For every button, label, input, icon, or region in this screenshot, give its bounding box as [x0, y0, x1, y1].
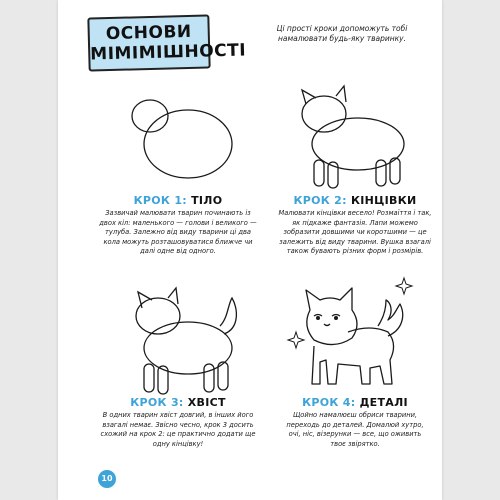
sparkle-icon [396, 278, 412, 294]
title-banner [87, 14, 247, 71]
step4-text: Щойно намалюєш обриси тварини, переходь до деталей. Домалюй хутро, очі, ніс, візерунки — все, що оживить твоє звірятко. [286, 411, 424, 448]
step3-text: В одних тварин хвіст довгий, в інших його взагалі немає. Звісно чесно, крок 3 досить схожий на крок 2: це практично додати ще одну кінцівку! [100, 411, 256, 448]
step2-drawing [296, 84, 416, 190]
step4-drawing [290, 280, 420, 395]
step2-title: КРОК 2: КІНЦІВКИ [293, 194, 417, 207]
step4-title: КРОК 4: ДЕТАЛІ [302, 396, 408, 409]
page-title-line2: МІМІМІШНОСТІ [90, 40, 247, 65]
page-number: 10 [98, 470, 116, 488]
step3-title: КРОК 3: ХВІСТ [130, 396, 226, 409]
step1-text: Зазвичай малювати тварин починають із двох кіл: маленького — голови і великого — тулуба. Залежно від виду тварини ці два кола можуть розташовуватися ближче чи далі одне від одного. [99, 209, 257, 255]
sparkle-icon [288, 332, 304, 348]
step2-text: Малювати кінцівки весело! Розмаїття і так, як підкаже фантазія. Лапи можемо зобразити довшими чи коротшими — це залежить від виду тварини. Вушка взагалі також бувають різних форм і розмірів. [278, 209, 432, 255]
step1-title: КРОК 1: ТІЛО [133, 194, 223, 207]
step1-drawing [128, 92, 238, 182]
step3-drawing [128, 288, 248, 398]
body-circle [144, 110, 232, 178]
page-title-line1: ОСНОВИ [105, 21, 192, 45]
intro-text: Ці прості кроки допоможуть тобі намалювати будь-яку тваринку. [276, 24, 408, 43]
book-page [58, 0, 442, 500]
